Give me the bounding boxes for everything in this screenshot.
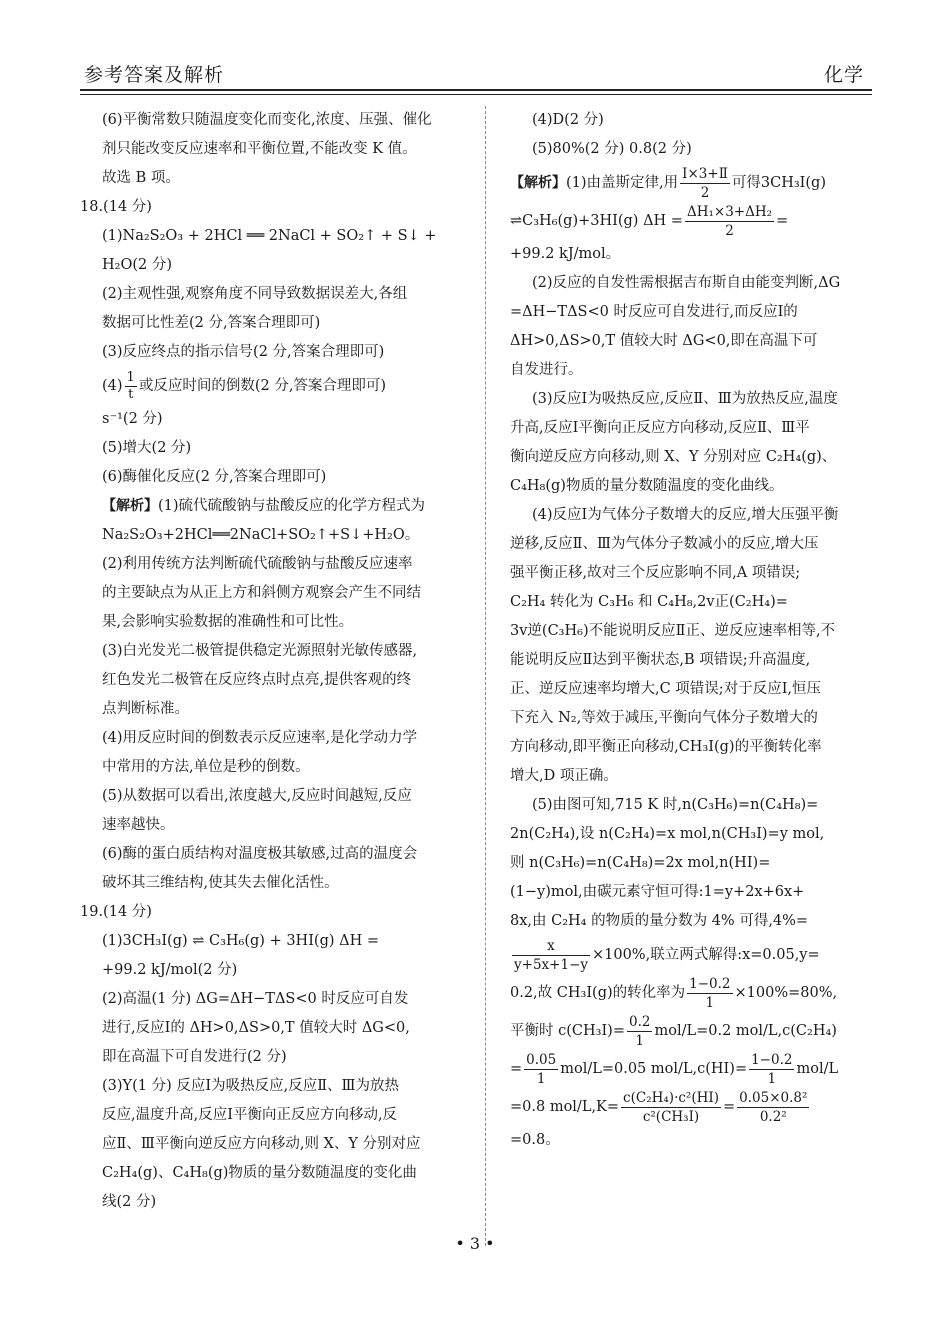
text-line: 能说明反应Ⅱ达到平衡状态,B 项错误;升高温度, (510, 652, 811, 668)
text-line: +99.2 kJ/mol(2 分) (102, 962, 238, 978)
text-line: 2n(C₂H₄),设 n(C₂H₄)=x mol,n(CH₃I)=y mol, (510, 826, 825, 842)
text-line: 衡向逆反应方向移动,则 X、Y 分别对应 C₂H₄(g)、 (510, 449, 837, 465)
question-heading-19: 19.(14 分) (80, 904, 152, 920)
text-line: (6)酶催化反应(2 分,答案合理即可) (102, 469, 327, 485)
fraction-k-expression: $\frac{\text{c(C₂H₄)·c²(HI)}}{\text{c²(CH₃I)}}$ (623, 1089, 719, 1125)
text-line-fraction: 平衡时 c(CH₃I)= $\frac{0.2}{1}$ mol/L=0.2 mol/L,c(C₂H₄) (510, 1013, 837, 1049)
text-line-fraction: =0.8 mol/L,K= $\frac{\text{c(C₂H₄)·c²(HI)}}{\text{c²(CH₃I)}}$ = $\frac{\text{0.05×0.8²}}{\text{0.2²}}$ (510, 1089, 808, 1125)
fraction-conversion: $\frac{1-0.2}{1}$ (689, 975, 731, 1011)
text-line: (2)反应的自发性需根据吉布斯自由能变判断,ΔG (532, 275, 841, 291)
text-line: (2)利用传统方法判断硫代硫酸钠与盐酸反应速率 (102, 556, 413, 572)
text-line: H₂O(2 分) (102, 257, 172, 273)
text-line: C₂H₄ 转化为 C₃H₆ 和 C₄H₈,2v正(C₂H₄)= (510, 594, 788, 610)
text-line: C₂H₄(g)、C₄H₈(g)物质的量分数随温度的变化曲 (102, 1165, 417, 1181)
text-line-fraction: 0.2,故 CH₃I(g)的转化率为 $\frac{1-0.2}{1}$ ×100%=80%, (510, 975, 838, 1011)
text-line: 自发进行。 (510, 362, 583, 378)
fraction-delta-h: $\frac{\text{ΔH₁×3+ΔH₂}}{2}$ (686, 203, 773, 239)
text-line: (1)3CH₃I(g) ⇌ C₃H₆(g) + 3HI(g) ΔH = (102, 933, 380, 949)
text-line: (1)Na₂S₂O₃ + 2HCl ══ 2NaCl + SO₂↑ + S↓ + (102, 228, 437, 244)
text-line: (1−y)mol,由碳元素守恒可得:1=y+2x+6x+ (510, 884, 805, 900)
page-header (80, 58, 872, 92)
text-line-fraction: = $\frac{0.05}{1}$ mol/L=0.05 mol/L,c(HI)= $\frac{1-0.2}{1}$ mol/L (510, 1051, 839, 1087)
page-number: • 3 • (455, 1234, 495, 1253)
question-heading-18: 18.(14 分) (80, 199, 152, 215)
text-line: Na₂S₂O₃+2HCl══2NaCl+SO₂↑+S↓+H₂O。 (102, 527, 420, 543)
text-line: (5)80%(2 分) 0.8(2 分) (532, 141, 692, 157)
text-line: C₄H₈(g)物质的量分数随温度的变化曲线。 (510, 478, 784, 494)
text-line: 增大,D 项正确。 (510, 768, 618, 784)
fraction-mole-fraction: $\frac{x}{y+5x+1-y}$ (514, 937, 588, 973)
text-line: (5)从数据可以看出,浓度越大,反应时间越短,反应 (102, 788, 412, 804)
text-line: (2)主观性强,观察角度不同导致数据误差大,各组 (102, 286, 408, 302)
text-line: 剂只能改变反应速率和平衡位置,不能改变 K 值。 (102, 141, 417, 157)
text-line: (2)高温(1 分) ΔG=ΔH−TΔS<0 时反应可自发 (102, 991, 409, 1007)
text-line: 正、逆反应速率均增大,C 项错误;对于反应Ⅰ,恒压 (510, 681, 822, 697)
text-line: 线(2 分) (102, 1194, 157, 1210)
text-line: (4)用反应时间的倒数表示反应速率,是化学动力学 (102, 730, 418, 746)
text-line: =ΔH−TΔS<0 时反应可自发进行,而反应Ⅰ的 (510, 304, 798, 320)
analysis-line-fraction: 【解析】(1)由盖斯定律,用 $\frac{\text{Ⅰ×3+Ⅱ}}{2}$ 可得3CH₃I(g) (510, 165, 826, 201)
fraction-c-hi: $\frac{1-0.2}{1}$ (751, 1051, 793, 1087)
fraction-c-ch3i: $\frac{0.2}{1}$ (628, 1013, 651, 1049)
text-line: 3v逆(C₃H₆)不能说明反应Ⅱ正、逆反应速率相等,不 (510, 623, 836, 639)
analysis-label: 【解析】 (510, 175, 566, 191)
text-line: 点判断标准。 (102, 701, 189, 717)
text-line-fraction: $\frac{x}{y+5x+1-y}$ ×100%,联立两式解得:x=0.05,y= (514, 937, 820, 973)
text-line: 故选 B 项。 (102, 170, 180, 186)
text-line: (4)D(2 分) (532, 112, 604, 128)
text-line: 下充入 N₂,等效于减压,平衡向气体分子数增大的 (510, 710, 818, 726)
fraction-k-value: $\frac{\text{0.05×0.8²}}{\text{0.2²}}$ (739, 1089, 808, 1125)
fraction-hess: $\frac{\text{Ⅰ×3+Ⅱ}}{2}$ (682, 165, 728, 201)
text-line-fraction: (4) $\frac{1}{t}$ 或反应时间的倒数(2 分,答案合理即可) (102, 369, 387, 402)
analysis-label: 【解析】 (102, 498, 158, 514)
text-line: 强平衡正移,故对三个反应影响不同,A 项错误; (510, 565, 801, 581)
text-line: (3)反应Ⅰ为吸热反应,反应Ⅱ、Ⅲ为放热反应,温度 (532, 391, 838, 407)
text-line: s⁻¹(2 分) (102, 411, 163, 427)
column-divider (485, 106, 486, 1246)
text-line: 红色发光二极管在反应终点时点亮,提供客观的终 (102, 672, 412, 688)
text-line: 速率越快。 (102, 817, 175, 833)
text-line: 逆移,反应Ⅱ、Ⅲ为气体分子数减小的反应,增大压 (510, 536, 819, 552)
text-line: (4)反应Ⅰ为气体分子数增大的反应,增大压强平衡 (532, 507, 839, 523)
text-line: (3)Y(1 分) 反应Ⅰ为吸热反应,反应Ⅱ、Ⅲ为放热 (102, 1078, 400, 1094)
text-line: 中常用的方法,单位是秒的倒数。 (102, 759, 310, 775)
text-line: (3)白光发光二极管提供稳定光源照射光敏传感器, (102, 643, 418, 659)
text-line: =0.8。 (510, 1132, 560, 1148)
header-title: 参考答案及解析 (84, 64, 225, 86)
fraction-c-c2h4: $\frac{0.05}{1}$ (526, 1051, 557, 1087)
text-line: 8x,由 C₂H₄ 的物质的量分数为 4% 可得,4%= (510, 913, 809, 929)
text-line: ΔH>0,ΔS>0,T 值较大时 ΔG<0,即在高温下可 (510, 333, 818, 349)
text-line: (5)由图可知,715 K 时,n(C₃H₆)=n(C₄H₈)= (532, 797, 819, 813)
header-rule-thick (80, 89, 872, 91)
text-line: (5)增大(2 分) (102, 440, 192, 456)
text-line: 反应,温度升高,反应Ⅰ平衡向正反应方向移动,反 (102, 1107, 398, 1123)
header-rule-thin (80, 94, 872, 95)
text-line: 应Ⅱ、Ⅲ平衡向逆反应方向移动,则 X、Y 分别对应 (102, 1136, 421, 1152)
text-line: (6)酶的蛋白质结构对温度极其敏感,过高的温度会 (102, 846, 418, 862)
text-line: (6)平衡常数只随温度变化而变化,浓度、压强、催化 (102, 112, 432, 128)
text-line: 则 n(C₃H₆)=n(C₄H₈)=2x mol,n(HI)= (510, 855, 771, 871)
text-line: +99.2 kJ/mol。 (510, 246, 621, 262)
text-line: 进行,反应Ⅰ的 ΔH>0,ΔS>0,T 值较大时 ΔG<0, (102, 1020, 410, 1036)
text-line-fraction: ⇌C₃H₆(g)+3HI(g) ΔH = $\frac{\text{ΔH₁×3+ΔH₂}}{2}$ = (510, 203, 789, 239)
right-column (510, 106, 874, 1155)
header-subject: 化学 (823, 64, 864, 86)
text-line: 方向移动,即平衡正向移动,CH₃I(g)的平衡转化率 (510, 739, 822, 755)
text-line: (3)反应终点的指示信号(2 分,答案合理即可) (102, 344, 385, 360)
fraction-1-over-t: $\frac{1}{t}$ (126, 369, 135, 402)
analysis-line: 【解析】(1)硫代硫酸钠与盐酸反应的化学方程式为 (102, 498, 426, 514)
text-line: 的主要缺点为从正上方和斜侧方观察会产生不同结 (102, 585, 421, 601)
text-line: 即在高温下可自发进行(2 分) (102, 1049, 287, 1065)
text-line: 升高,反应Ⅰ平衡向正反应方向移动,反应Ⅱ、Ⅲ平 (510, 420, 810, 436)
text-line: 数据可比性差(2 分,答案合理即可) (102, 315, 321, 331)
text-line: 破坏其三维结构,使其失去催化活性。 (102, 875, 339, 891)
text-line: 果,会影响实验数据的准确性和可比性。 (102, 614, 354, 630)
left-column (80, 106, 468, 1217)
